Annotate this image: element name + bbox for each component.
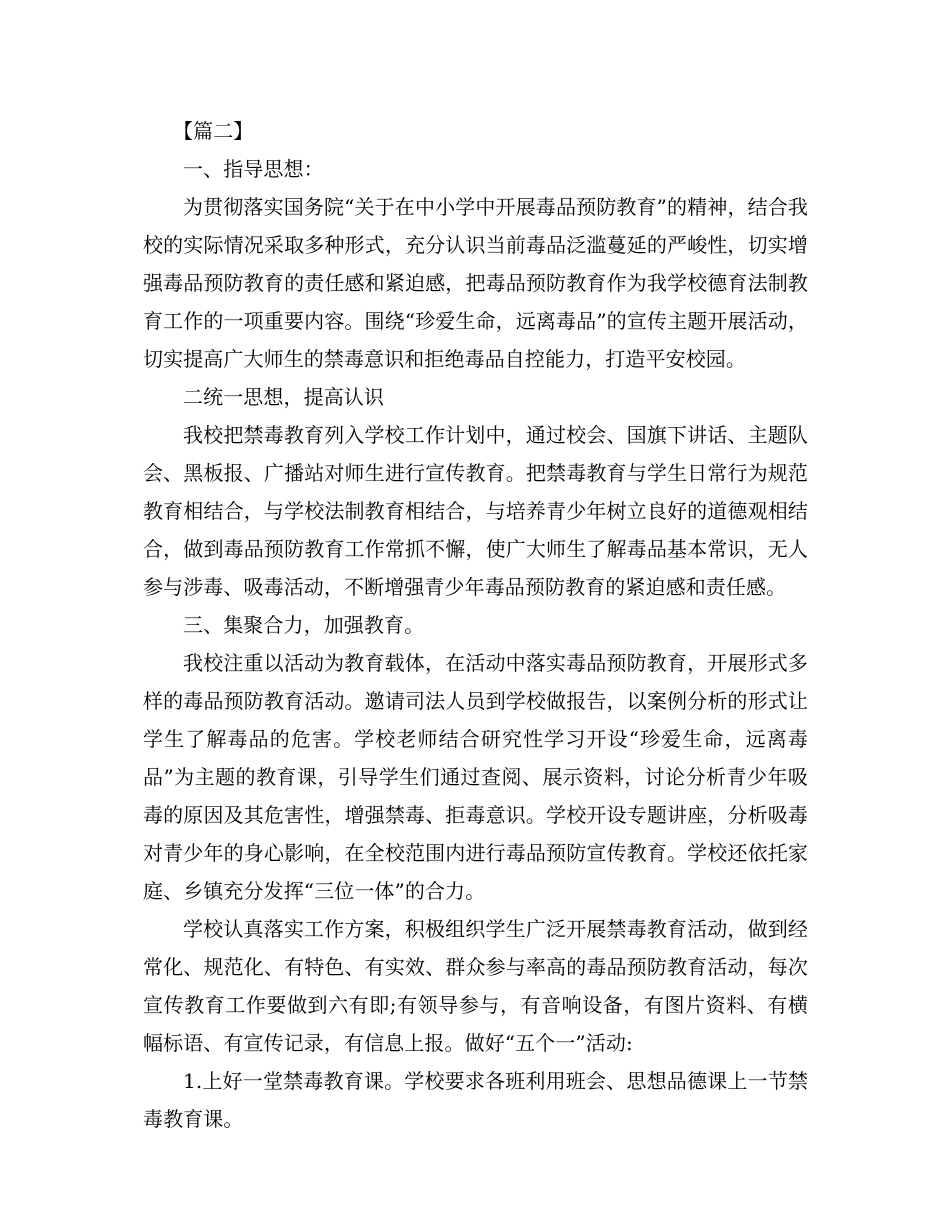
paragraph-guiding-ideology: 为贯彻落实国务院“关于在中小学中开展毒品预防教育”的精神，结合我校的实际情况采取多种形式，充分认识当前毒品泛滥蔓延的严峻性，切实增强毒品预防教育的责任感和紧迫感，把毒品预防教育作为我学校德育法制教育工作的一项重要内容。围绕“珍爱生命，远离毒品”的宣传主题开展活动，切实提高广大师生的禁毒意识和拒绝毒品自控能力，打造平安校园。: [143, 195, 808, 371]
heading-guiding-ideology: 一、指导思想：: [183, 157, 324, 181]
section-title: 【篇二】: [173, 119, 254, 143]
document-body: [143, 112, 808, 1138]
heading-strengthen-education: 三、集聚合力，加强教育。: [183, 613, 425, 637]
paragraph-work-plan: 学校认真落实工作方案，积极组织学生广泛开展禁毒教育活动，做到经常化、规范化、有特色、有实效、群众参与率高的毒品预防教育活动，每次宣传教育工作要做到六有即;有领导参与，有音响设备，有图片资料、有横幅标语、有宣传记录，有信息上报。做好“五个一”活动:: [143, 917, 808, 1055]
paragraph-strengthen-education: 我校注重以活动为教育载体，在活动中落实毒品预防教育，开展形式多样的毒品预防教育活动。邀请司法人员到学校做报告，以案例分析的形式让学生了解毒品的危害。学校老师结合研究性学习开设“珍爱生命，远离毒品”为主题的教育课，引导学生们通过查阅、展示资料，讨论分析青少年吸毒的原因及其危害性，增强禁毒、拒毒意识。学校开设专题讲座，分析吸毒对青少年的身心影响，在全校范围内进行毒品预防宣传教育。学校还依托家庭、乡镇充分发挥“三位一体”的合力。: [143, 651, 808, 903]
list-item-1: 1.上好一堂禁毒教育课。学校要求各班利用班会、思想品德课上一节禁毒教育课。: [143, 1069, 808, 1131]
paragraph-unify-thinking: 我校把禁毒教育列入学校工作计划中，通过校会、国旗下讲话、主题队会、黑板报、广播站对师生进行宣传教育。把禁毒教育与学生日常行为规范教育相结合，与学校法制教育相结合，与培养青少年树立良好的道德观相结合，做到毒品预防教育工作常抓不懈，使广大师生了解毒品基本常识，无人参与涉毒、吸毒活动，不断增强青少年毒品预防教育的紧迫感和责任感。: [143, 423, 808, 599]
heading-unify-thinking: 二统一思想，提高认识: [183, 385, 384, 409]
